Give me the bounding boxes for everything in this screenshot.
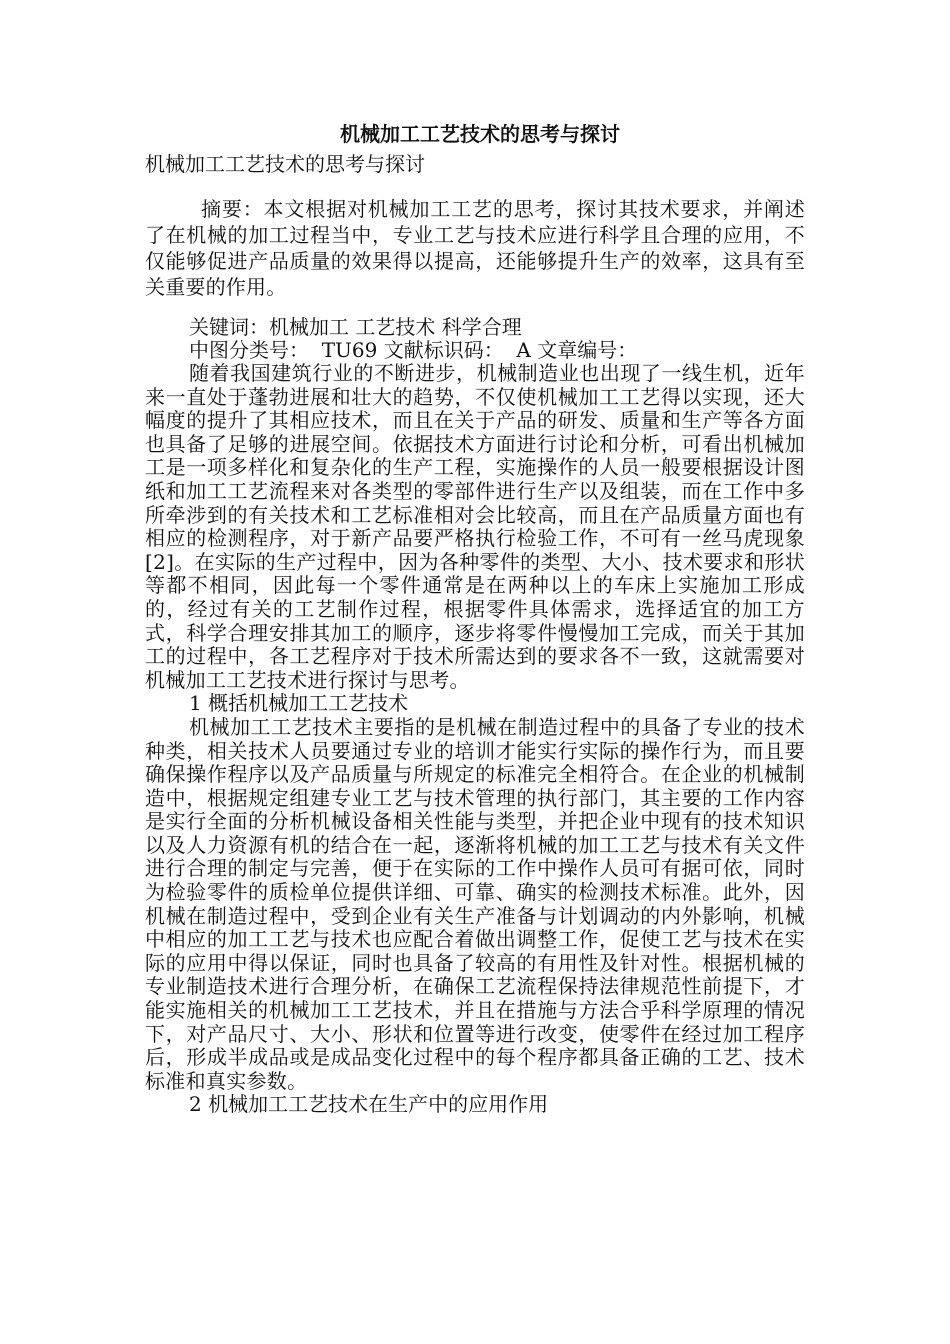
classification-line: 中图分类号： TU69 文献标识码： A 文章编号： (189, 338, 638, 362)
intro-paragraph: 随着我国建筑行业的不断进步，机械制造业也出现了一线生机，近年来一直处于蓬勃进展和壮大的趋势，不仅使机械加工工艺得以实现，还大幅度的提升了其相应技术，而且在关于产品的研发、质量和生产等各方面也具备了足够的进展空间。依据技术方面进行讨论和分析，可看出机械加工是一项多样化和复杂化的生产工程，实施操作的人员一般要根据设计图纸和加工工艺流程来对各类型的零部件进行生产以及组装，而在工作中多所牵涉到的有关技术和工艺标准相对会比较高，而且在产品质量方面也有相应的检测程序，对于新产品要严格执行检验工作，不可有一丝马虎现象[2]。在实际的生产过程中，因为各种零件的类型、大小、技术要求和形状等都不相同，因此每一个零件通常是在两种以上的车床上实施加工形成的，经过有关的工艺制作过程，根据零件具体需求，选择适宜的加工方式，科学合理安排其加工的顺序，逐步将零件慢慢加工完成，而关于其加工的过程中，各工艺程序对于技术所需达到的要求各不一致，这就需要对机械加工工艺技术进行探讨与思考。 (145, 361, 805, 692)
document-page (145, 118, 805, 1117)
document-title: 机械加工工艺技术的思考与探讨 (340, 122, 620, 146)
keywords-line: 关键词：机械加工 工艺技术 科学合理 (189, 315, 522, 339)
section-1-heading: 1 概括机械加工工艺技术 (189, 691, 409, 716)
section-2-heading: 2 机械加工工艺技术在生产中的应用作用 (189, 1092, 549, 1117)
document-subtitle: 机械加工工艺技术的思考与探讨 (145, 152, 425, 176)
abstract-paragraph: 摘要：本文根据对机械加工工艺的思考，探讨其技术要求，并阐述了在机械的加工过程当中，专业工艺与技术应进行科学且合理的应用，不仅能够促进产品质量的效果得以提高，还能够提升生产的效率，这具有至关重要的作用。 (145, 197, 805, 299)
section-1-paragraph: 机械加工工艺技术主要指的是机械在制造过程中的具备了专业的技术种类，相关技术人员要通过专业的培训才能实行实际的操作行为，而且要确保操作程序以及产品质量与所规定的标准完全相符合。在企业的机械制造中，根据规定组建专业工艺与技术管理的执行部门，其主要的工作内容是实行全面的分析机械设备相关性能与类型，并把企业中现有的技术知识以及人力资源有机的结合在一起，逐渐将机械的加工工艺与技术有关文件进行合理的制定与完善，便于在实际的工作中操作人员可有据可依，同时为检验零件的质检单位提供详细、可靠、确实的检测技术标准。此外，因机械在制造过程中，受到企业有关生产准备与计划调动的内外影响，机械中相应的加工工艺与技术也应配合着做出调整工作，促使工艺与技术在实际的应用中得以保证，同时也具备了较高的有用性及针对性。根据机械的专业制造技术进行合理分析，在确保工艺流程保持法律规范性前提下，才能实施相关的机械加工工艺技术，并且在措施与方法合乎科学原理的情况下，对产品尺寸、大小、形状和位置等进行改变，使零件在经过加工程序后，形成半成品或是成品变化过程中的每个程序都具备正确的工艺、技术标准和真实参数。 (145, 714, 805, 1093)
